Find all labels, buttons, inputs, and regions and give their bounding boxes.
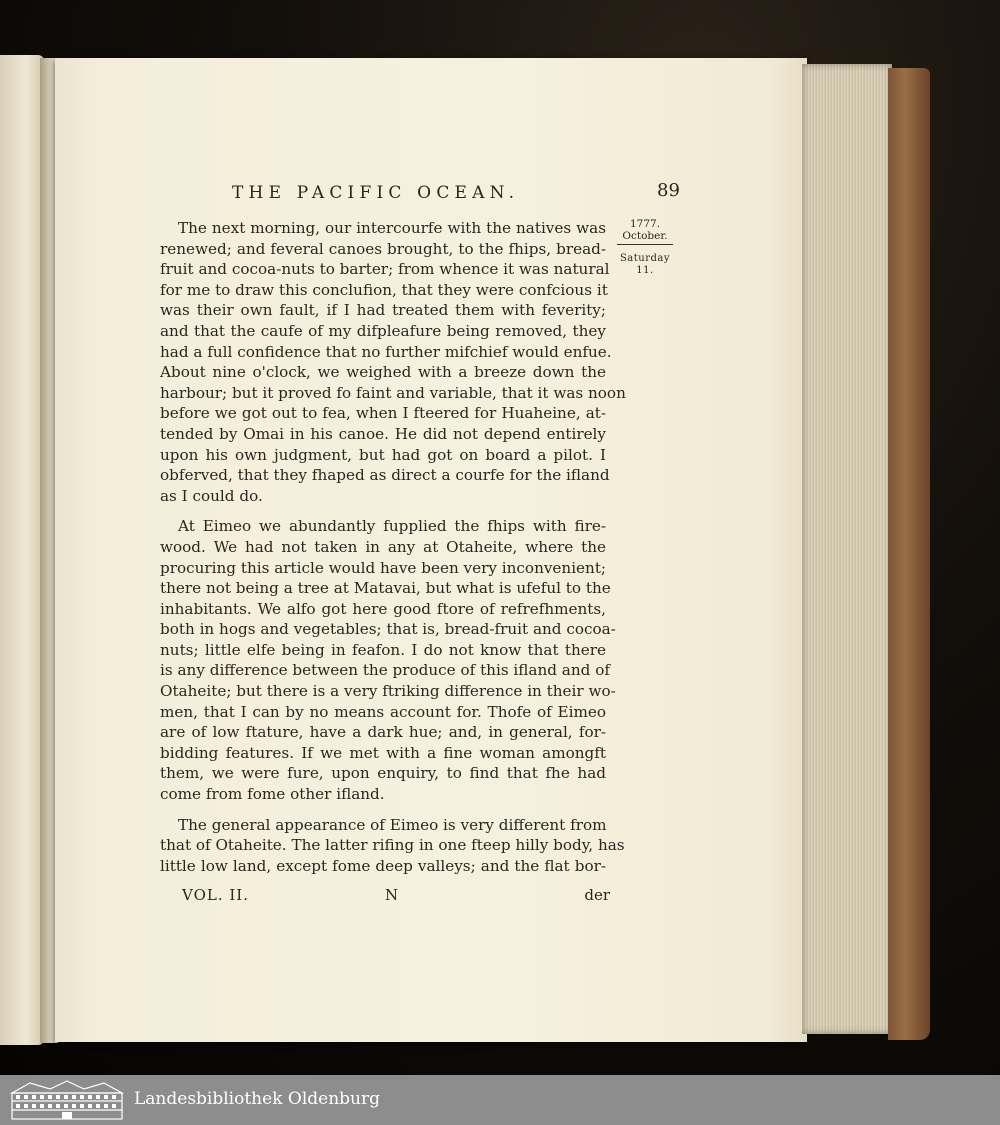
text-line: was their own fault, if I had treated them with feverity; [160, 301, 606, 320]
text-line: bidding features. If we met with a fine woman amongft [160, 743, 606, 762]
text-line: About nine o'clock, we weighed with a breeze down the [160, 363, 606, 382]
text-line: both in hogs and vegetables; that is, bread-fruit and cocoa- [160, 620, 616, 639]
text-line: as I could do. [160, 486, 263, 505]
text-line: little low land, except fome deep valleys; and the flat bor- [160, 856, 606, 875]
text-line: harbour; but it proved fo faint and variable, that it was noon [160, 383, 626, 402]
page-number: 89 [657, 180, 680, 201]
text-line: wood. We had not taken in any at Otaheite, where the [160, 537, 606, 556]
margin-note-rule [617, 244, 673, 245]
text-line: At Eimeo we abundantly fupplied the fhips with fire- [178, 517, 606, 536]
leather-cover [888, 68, 930, 1040]
text-line: are of low ftature, have a dark hue; and, in general, for- [160, 723, 606, 742]
margin-note [614, 218, 676, 277]
paragraph [160, 516, 616, 804]
running-head: THE PACIFIC OCEAN. [232, 183, 520, 203]
paragraph [160, 218, 626, 506]
signature-mark: N [385, 886, 399, 904]
paragraph [160, 815, 625, 877]
body-text [160, 218, 626, 886]
text-line: upon his own judgment, but had got on board a pilot. I [160, 445, 606, 464]
margin-note-year: 1777. [629, 218, 661, 230]
text-line: procuring this article would have been very inconvenient; [160, 558, 607, 577]
text-line: before we got out to fea, when I fteered for Huaheine, at- [160, 404, 606, 423]
left-page-edge [0, 55, 44, 1045]
text-line: tended by Omai in his canoe. He did not depend entirely [160, 424, 606, 443]
text-line: The next morning, our intercourfe with the natives was [178, 219, 606, 237]
text-line: them, we were fure, upon enquiry, to find that fhe had [160, 764, 606, 783]
text-line: and that the caufe of my difpleafure being removed, they [160, 321, 606, 340]
volume-label: VOL. II. [182, 886, 249, 904]
text-line: for me to draw this conclufion, that they were confcious it [160, 280, 608, 299]
text-line: obferved, that they fhaped as direct a courfe for the ifland [160, 466, 610, 485]
text-line: nuts; little elfe being in feafon. I do not know that there [160, 640, 606, 659]
library-name: Landesbibliothek Oldenburg [134, 1089, 381, 1109]
margin-note-day: Saturday 11. [619, 253, 671, 276]
library-building-icon [10, 1079, 124, 1121]
library-banner [0, 1075, 1000, 1125]
text-line: fruit and cocoa-nuts to barter; from whence it was natural [160, 260, 610, 279]
text-line: men, that I can by no means account for. Thofe of Eimeo [160, 702, 606, 721]
margin-note-month: October. [622, 230, 668, 242]
text-line: come from fome other ifland. [160, 785, 385, 804]
text-line: The general appearance of Eimeo is very different from [178, 815, 607, 834]
text-line: is any difference between the produce of this ifland and of [160, 661, 610, 680]
page-fore-edge [802, 64, 892, 1034]
text-line: there not being a tree at Matavai, but what is ufeful to the [160, 579, 611, 598]
text-line: renewed; and feveral canoes brought, to the fhips, bread- [160, 239, 606, 258]
text-line: Otaheite; but there is a very ftriking difference in their wo- [160, 682, 616, 701]
catchword: der [584, 886, 610, 904]
text-line: that of Otaheite. The latter rifing in one fteep hilly body, has [160, 836, 625, 855]
text-line: inhabitants. We alfo got here good ftore of refrefhments, [160, 599, 606, 618]
text-line: had a full confidence that no further mifchief would enfue. [160, 342, 612, 361]
